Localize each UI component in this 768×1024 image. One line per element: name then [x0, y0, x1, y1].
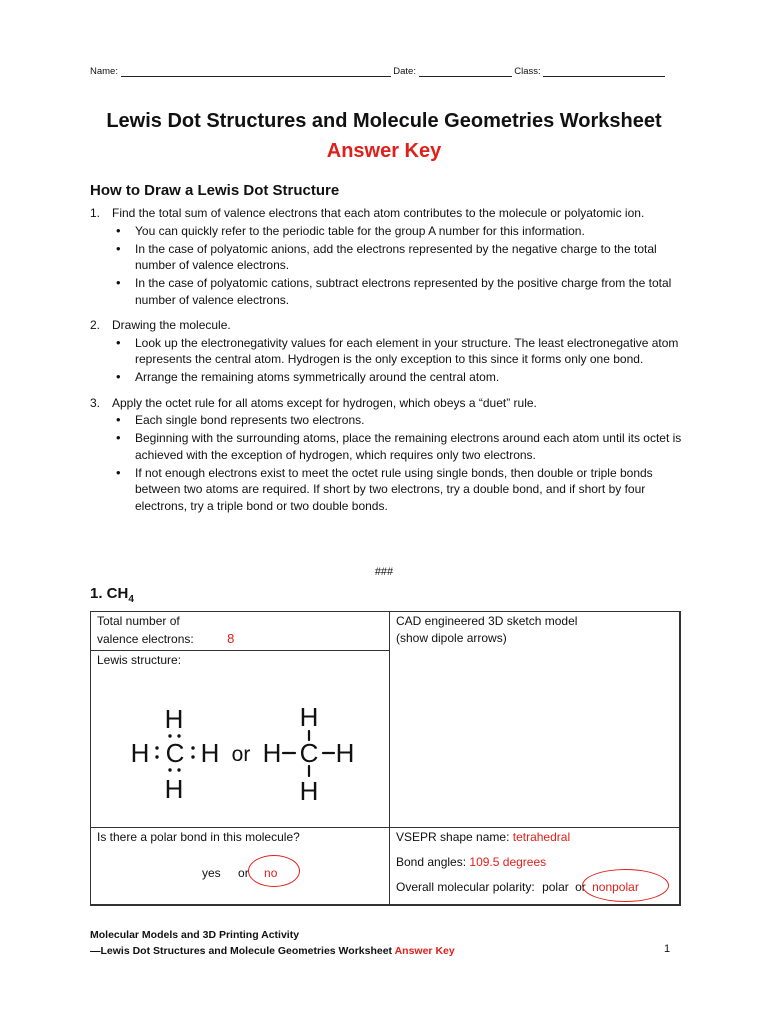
- lewis-label: Lewis structure:: [97, 653, 182, 667]
- class-field[interactable]: [543, 67, 665, 77]
- valence-label-line2: valence electrons: 8: [97, 631, 235, 646]
- step-text: Drawing the molecule.: [112, 318, 231, 332]
- atom-h: H: [262, 738, 282, 768]
- atom-h: H: [299, 702, 319, 732]
- nonpolar-option: nonpolar: [592, 880, 639, 894]
- polarity-or: or: [575, 880, 586, 894]
- vsepr-answer: tetrahedral: [512, 830, 571, 844]
- question-number: 1. CH: [90, 585, 129, 602]
- atom-c: C: [165, 738, 185, 768]
- polar-bond-cell: [90, 827, 390, 906]
- answer-table: [90, 611, 680, 905]
- atom-c: C: [299, 738, 319, 768]
- valence-answer: 8: [227, 631, 235, 646]
- step-number: 2.: [90, 318, 101, 332]
- polar-bond-question: Is there a polar bond in this molecule?: [97, 830, 300, 844]
- lewis-structure-drawing: [123, 702, 373, 812]
- page-subtitle: Answer Key: [326, 140, 442, 162]
- valence-label-line1: Total number of: [97, 614, 180, 628]
- instruction-steps: [90, 205, 690, 523]
- list-item: • Arrange the remaining atoms symmetrically around the central atom.: [112, 369, 690, 386]
- section-heading: How to Draw a Lewis Dot Structure: [90, 182, 340, 199]
- formula-subscript: 4: [128, 594, 134, 605]
- step-text: Apply the octet rule for all atoms except for hydrogen, which obeys a “duet” rule.: [112, 395, 537, 410]
- list-item: • Each single bond represents two electrons.: [112, 412, 690, 429]
- step-text: Find the total sum of valence electrons that each atom contributes to the molecule or polyatomic ion.: [112, 206, 645, 220]
- footer-answer-key: Answer Key: [394, 945, 455, 957]
- step-number: 3.: [90, 395, 101, 410]
- sketch-cell: [389, 611, 681, 828]
- or-text: or: [238, 866, 249, 880]
- name-field[interactable]: [121, 67, 391, 77]
- valence-cell: [90, 611, 390, 651]
- atom-h: H: [299, 776, 319, 806]
- list-item: • Look up the electronegativity values for each element in your structure. The least electronegative atom represents the central atom. Hydrogen is the only exception to this since it forms only one bond.: [112, 335, 690, 368]
- section-separator: ###: [374, 566, 394, 578]
- step-1: [90, 205, 690, 308]
- bond-angles-row: Bond angles: 109.5 degrees: [396, 855, 547, 869]
- step-number: 1.: [90, 206, 101, 220]
- step-3: [90, 395, 690, 515]
- page-footer: [90, 927, 455, 959]
- list-item: • In the case of polyatomic cations, subtract electrons represented by the positive charge from the total number of valence electrons.: [112, 275, 690, 308]
- bond-angles-answer: 109.5 degrees: [469, 855, 547, 869]
- atom-h: H: [200, 738, 220, 768]
- footer-line1: Molecular Models and 3D Printing Activity: [90, 929, 300, 941]
- atom-h: H: [130, 738, 150, 768]
- or-word: or: [231, 743, 251, 766]
- header-fields: [90, 66, 665, 77]
- date-field[interactable]: [419, 67, 512, 77]
- date-label: Date:: [393, 66, 416, 77]
- page-title: Lewis Dot Structures and Molecule Geometries Worksheet: [106, 110, 662, 132]
- atom-h: H: [335, 738, 355, 768]
- list-item: • If not enough electrons exist to meet the octet rule using single bonds, then double or triple bonds between two atoms are required. If short by two electrons, try a double bond, and if short by four electrons, try a triple bond or two double bonds.: [112, 465, 690, 515]
- nonpolar-answer-circle: [582, 869, 669, 902]
- polar-option: polar: [542, 880, 569, 894]
- sketch-label-line1: CAD engineered 3D sketch model: [396, 614, 578, 628]
- no-option: no: [264, 866, 278, 880]
- name-label: Name:: [90, 66, 118, 77]
- atom-h: H: [164, 704, 184, 734]
- question-title: [90, 585, 134, 605]
- list-item: • In the case of polyatomic anions, add the electrons represented by the negative charge to the total number of valence electrons.: [112, 241, 690, 274]
- list-item: • Beginning with the surrounding atoms, place the remaining electrons around each atom until its octet is achieved with the exception of hydrogen, which requires only two electrons.: [112, 430, 690, 463]
- polarity-row: Overall molecular polarity: polar or nonpolar: [396, 880, 639, 894]
- step-2: [90, 317, 690, 386]
- atom-h: H: [164, 774, 184, 804]
- yes-option: yes: [202, 866, 221, 880]
- no-answer-circle: [248, 855, 300, 887]
- sketch-label-line2: (show dipole arrows): [396, 631, 507, 645]
- footer-line2: —Lewis Dot Structures and Molecule Geometries Worksheet Answer Key: [90, 945, 455, 957]
- vsepr-row: VSEPR shape name: tetrahedral: [396, 830, 571, 844]
- class-label: Class:: [514, 66, 541, 77]
- page-number: 1: [664, 943, 671, 955]
- list-item: • You can quickly refer to the periodic table for the group A number for this information.: [112, 223, 690, 240]
